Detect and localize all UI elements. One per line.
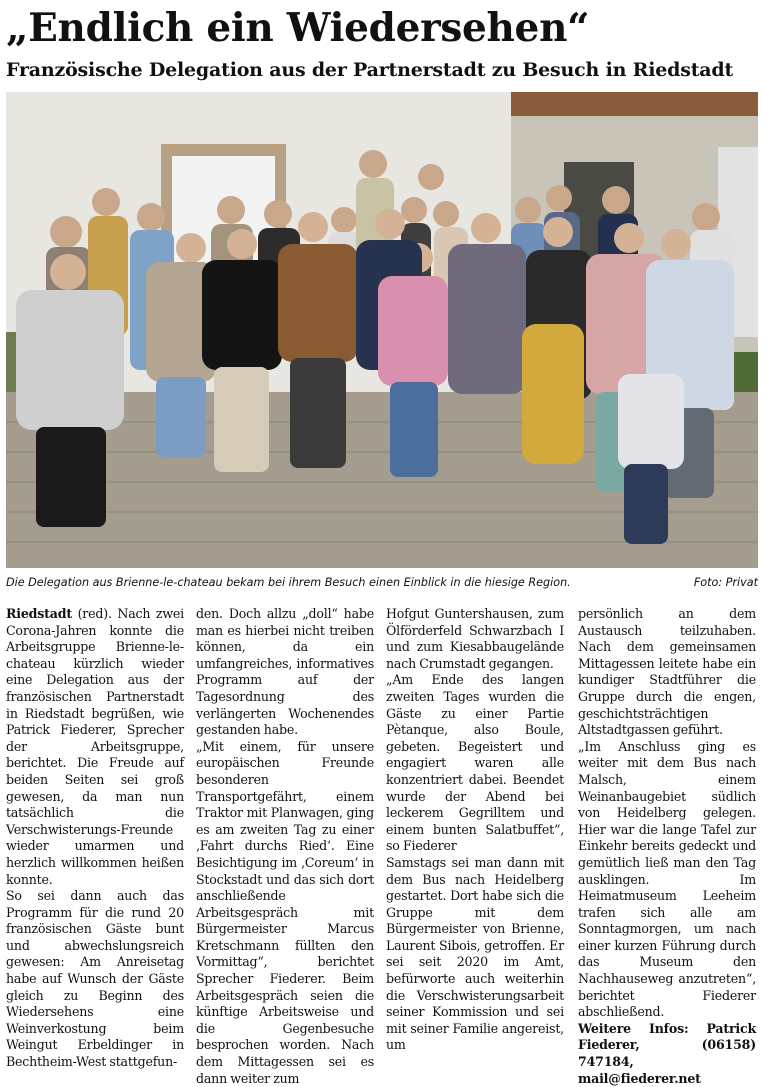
photo-caption: [6, 574, 758, 592]
article-paragraph: „Mit einem, für unsere europäischen Freunde besonderen Transportgefährt, einem Traktor mit Planwagen, ging es am zweiten Tag zu einer ‚Fahrt durchs Ried‘. Eine Besichtigung im ‚Coreum‘ in Stockstadt und das sich dort anschließende Arbeitsgespräch mit Bürgermeister Marcus Kretschmann füllten den Vormittag“, berichtet Sprecher Fiederer. Beim Arbeitsgespräch seien die künftige Arbeitsweise und die Gegenbesuche besprochen worden. Nach dem Mittagessen sei es dann weiter zum: [196, 738, 374, 1086]
article-paragraph: den. Doch allzu „doll“ habe man es hierbei nicht treiben können, da ein umfangreiches, informatives Programm auf der Tagesordnung des verlängerten Wochenendes gestanden habe.: [196, 606, 374, 738]
lead-text: (red). Nach zwei Corona-Jahren konnte die Arbeitsgruppe Brienne-le-chateau kürzlich wieder eine Delegation aus der französischen Partnerstadt in Riedstadt begrüßen, wie Patrick Fiederer, Sprecher der Arbeitsgruppe, berichtet. Die Freude auf beiden Seiten sei groß gewesen, da man nun tatsächlich die Verschwisterungs-Freunde wieder umarmen und herzlich willkommen heißen konnte.: [6, 606, 184, 887]
article-column-1: [6, 606, 184, 1070]
article-paragraph: „Im Anschluss ging es weiter mit dem Bus nach Malsch, einem Weinanbaugebiet südlich von Heidelberg gelegen. Hier war die lange Tafel zur Einkehr bereits gedeckt und gemütlich ließ man den Tag ausklingen. Im Heimatmuseum Leeheim trafen sich alle am Sonntagmorgen, um nach einer kurzen Führung durch das Museum den Nachhauseweg anzutreten“, berichtet Fiederer abschließend.: [578, 738, 756, 1020]
photo-credit: Foto: Privat: [693, 576, 758, 589]
article-column-3: [386, 606, 564, 1053]
article-column-4: [578, 606, 756, 1086]
contact-info: Weitere Infos: Patrick Fiederer, (06158) 747184, mail@fiederer.net: [578, 1020, 756, 1086]
article-paragraph: persönlich an dem Austausch teilzuhaben. Nach dem gemeinsamen Mittagessen leitete habe ein kundiger Stadtführer die Gruppe durch die engen, geschichtsträchtigen Altstadtgassen geführt.: [578, 606, 756, 738]
group-photo: [6, 92, 758, 568]
dateline: Riedstadt: [6, 606, 72, 621]
headline: „Endlich ein Wiedersehen“: [6, 5, 590, 51]
article-paragraph: So sei dann auch das Programm für die rund 20 französischen Gäste bunt und abwechslungsreich gewesen: Am Anreisetag habe auf Wunsch der Gäste gleich zu Beginn des Wiedersehens eine Weinverkostung beim Weingut Erbeldinger in Bechtheim-West stattgefun-: [6, 888, 184, 1070]
article-paragraph: „Am Ende des langen zweiten Tages wurden die Gäste zu einer Partie Pètanque, also Boule, gebeten. Begeistert und engagiert waren alle konzentriert dabei. Beendet wurde der Abend bei leckerem Gegrilltem und einem bunten Salatbuffet“, so Fiederer: [386, 672, 564, 854]
article-column-2: [196, 606, 374, 1086]
caption-text: Die Delegation aus Brienne-le-chateau bekam bei ihrem Besuch einen Einblick in die hiesige Region.: [6, 576, 571, 589]
article-paragraph: [6, 606, 184, 888]
article-paragraph: Hofgut Guntershausen, zum Ölförderfeld Schwarzbach I und zum Kiesabbaugelände nach Crumstadt gegangen.: [386, 606, 564, 671]
subheadline: Französische Delegation aus der Partnerstadt zu Besuch in Riedstadt: [6, 59, 734, 81]
article-paragraph: Samstags sei man dann mit dem Bus nach Heidelberg gestartet. Dort habe sich die Gruppe mit dem Bürgermeister von Brienne, Laurent Sibois, getroffen. Er sei seit 2020 im Amt, befürworte auch weiterhin die Verschwisterungsarbeit seiner Kommission und sei mit seiner Familie angereist, um: [386, 854, 564, 1053]
